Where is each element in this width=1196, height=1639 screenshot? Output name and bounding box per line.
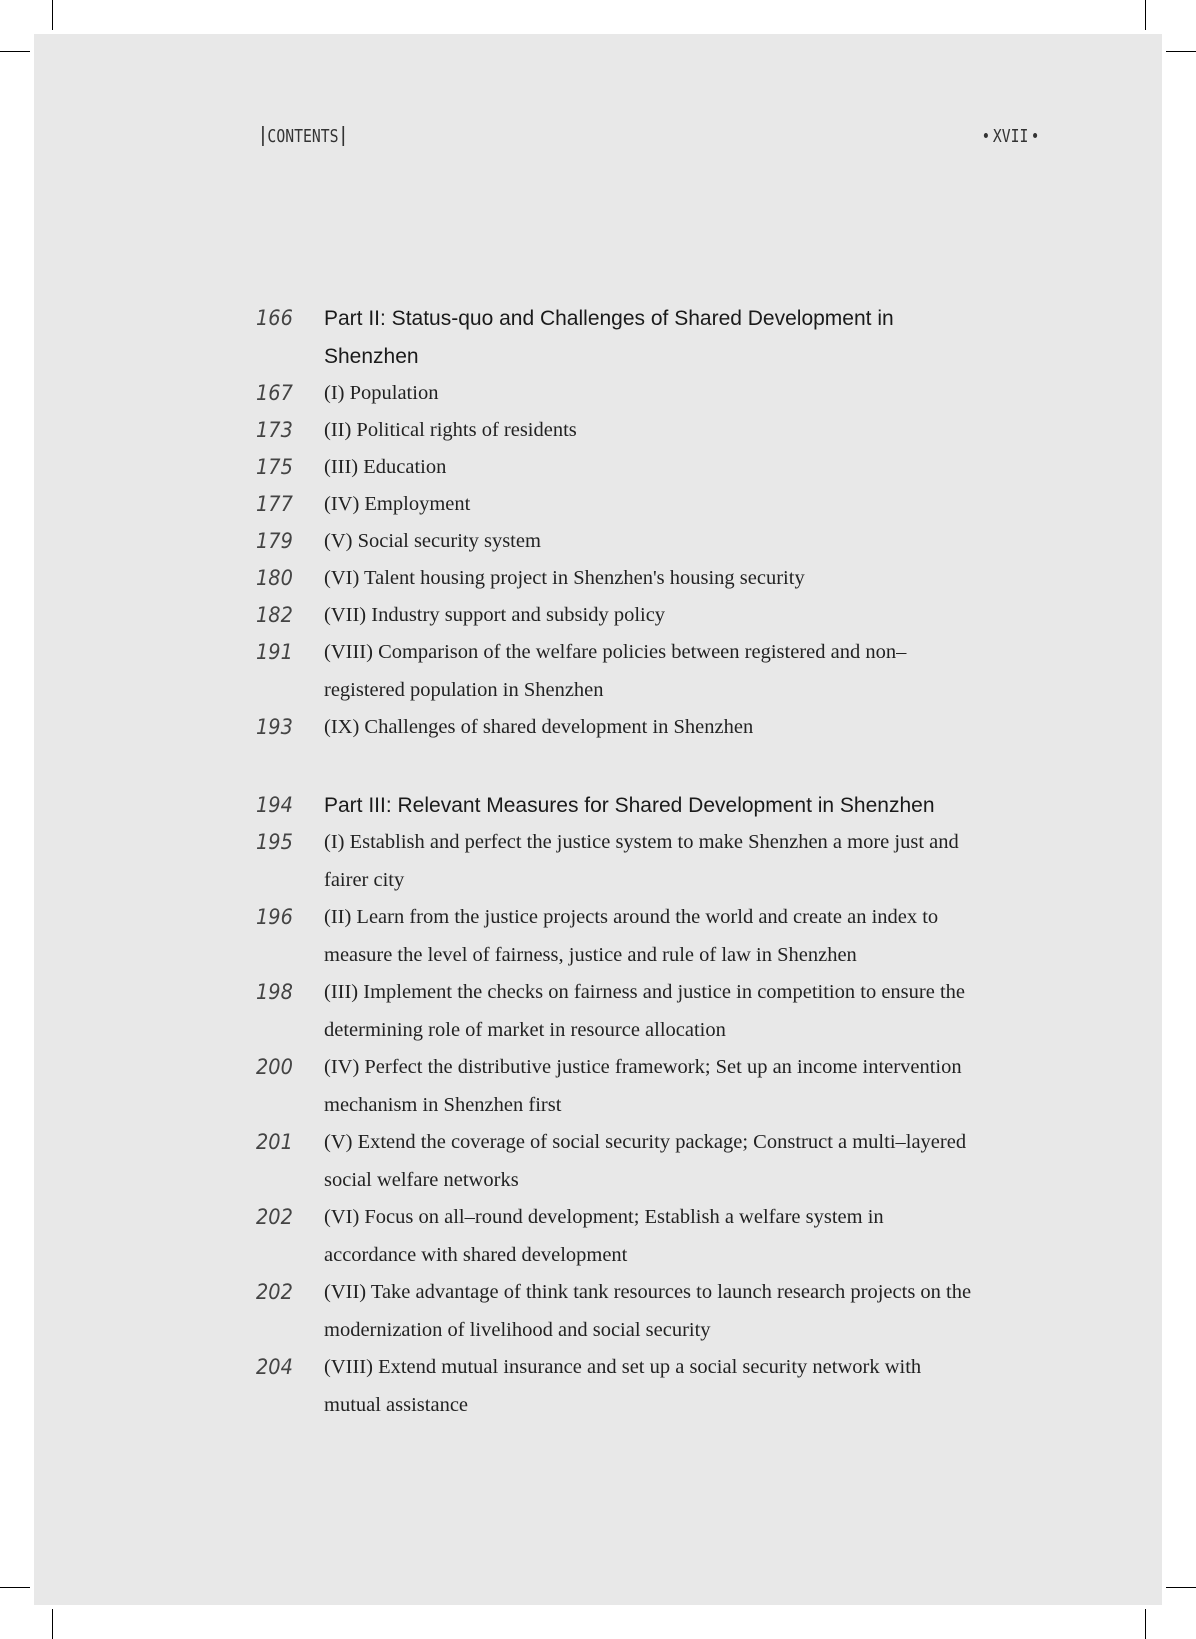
toc-page-number: 191 [256, 640, 293, 664]
toc-title: (V) Extend the coverage of social security package; Construct a multi–layered social welfare networks [324, 1131, 967, 1191]
toc-page-number: 177 [256, 492, 293, 516]
toc-page-number: 180 [256, 566, 293, 590]
running-header-section [258, 126, 348, 147]
toc-title: Part III: Relevant Measures for Shared Development in Shenzhen [324, 794, 935, 817]
crop-mark-top-left-v [52, 0, 53, 30]
crop-mark-top-left-h [0, 51, 30, 52]
toc-page-number: 166 [256, 306, 293, 330]
toc-title: (IV) Perfect the distributive justice framework; Set up an income intervention mechanism in Shenzhen first [324, 1056, 962, 1116]
toc-page-number: 195 [256, 830, 293, 854]
toc-page-number: 202 [256, 1280, 293, 1304]
crop-mark-bottom-left-h [0, 1587, 30, 1588]
toc-title: (IX) Challenges of shared development in Shenzhen [324, 716, 754, 738]
toc-page-number: 201 [256, 1130, 293, 1154]
toc-title: (VI) Focus on all–round development; Establish a welfare system in accordance with shared development [324, 1206, 884, 1266]
toc-title: (VIII) Comparison of the welfare policies between registered and non–registered population in Shenzhen [324, 641, 907, 701]
header-divider-left [262, 126, 263, 146]
crop-mark-bottom-right-v [1145, 1609, 1146, 1639]
toc-page-number: 193 [256, 715, 293, 739]
toc-page-number: 204 [256, 1355, 293, 1379]
toc-page-number: 173 [256, 418, 293, 442]
toc-page-number: 179 [256, 529, 293, 553]
page-number: XVII [992, 126, 1029, 147]
running-header-page-number [979, 126, 1042, 147]
toc-page-number: 198 [256, 980, 293, 1004]
toc-page-number: 194 [256, 793, 293, 817]
toc-title: (III) Education [324, 456, 447, 478]
toc-title: (VI) Talent housing project in Shenzhen's housing security [324, 567, 805, 589]
toc-page-number: 182 [256, 603, 293, 627]
book-page [34, 34, 1162, 1605]
toc-title: (II) Learn from the justice projects around the world and create an index to measure the level of fairness, justice and rule of law in Shenzhen [324, 906, 939, 966]
toc-page-number: 167 [256, 381, 293, 405]
crop-mark-top-right-v [1145, 0, 1146, 30]
toc-title: Part II: Status-quo and Challenges of Shared Development in Shenzhen [324, 307, 894, 368]
toc-title: (VIII) Extend mutual insurance and set up a social security network with mutual assistance [324, 1356, 922, 1416]
bullet-dot-left [983, 133, 987, 138]
toc-title: (I) Establish and perfect the justice system to make Shenzhen a more just and fairer city [324, 831, 959, 891]
toc-title: (III) Implement the checks on fairness and justice in competition to ensure the determining role of market in resource allocation [324, 981, 965, 1041]
bullet-dot-right [1033, 133, 1037, 138]
toc-page-number: 196 [256, 905, 293, 929]
toc-page-number: 202 [256, 1205, 293, 1229]
toc-title: (VII) Take advantage of think tank resources to launch research projects on the modernization of livelihood and social security [324, 1281, 972, 1341]
toc-title: (V) Social security system [324, 530, 541, 552]
toc-title: (IV) Employment [324, 493, 471, 515]
toc-page-number: 175 [256, 455, 293, 479]
header-divider-right [343, 126, 344, 146]
crop-mark-bottom-left-v [52, 1609, 53, 1639]
toc-title: (VII) Industry support and subsidy policy [324, 604, 666, 626]
toc-title: (II) Political rights of residents [324, 419, 577, 441]
toc-page-number: 200 [256, 1055, 293, 1079]
crop-mark-top-right-h [1166, 51, 1196, 52]
toc-title: (I) Population [324, 382, 439, 404]
section-label: CONTENTS [267, 126, 339, 147]
crop-mark-bottom-right-h [1166, 1587, 1196, 1588]
